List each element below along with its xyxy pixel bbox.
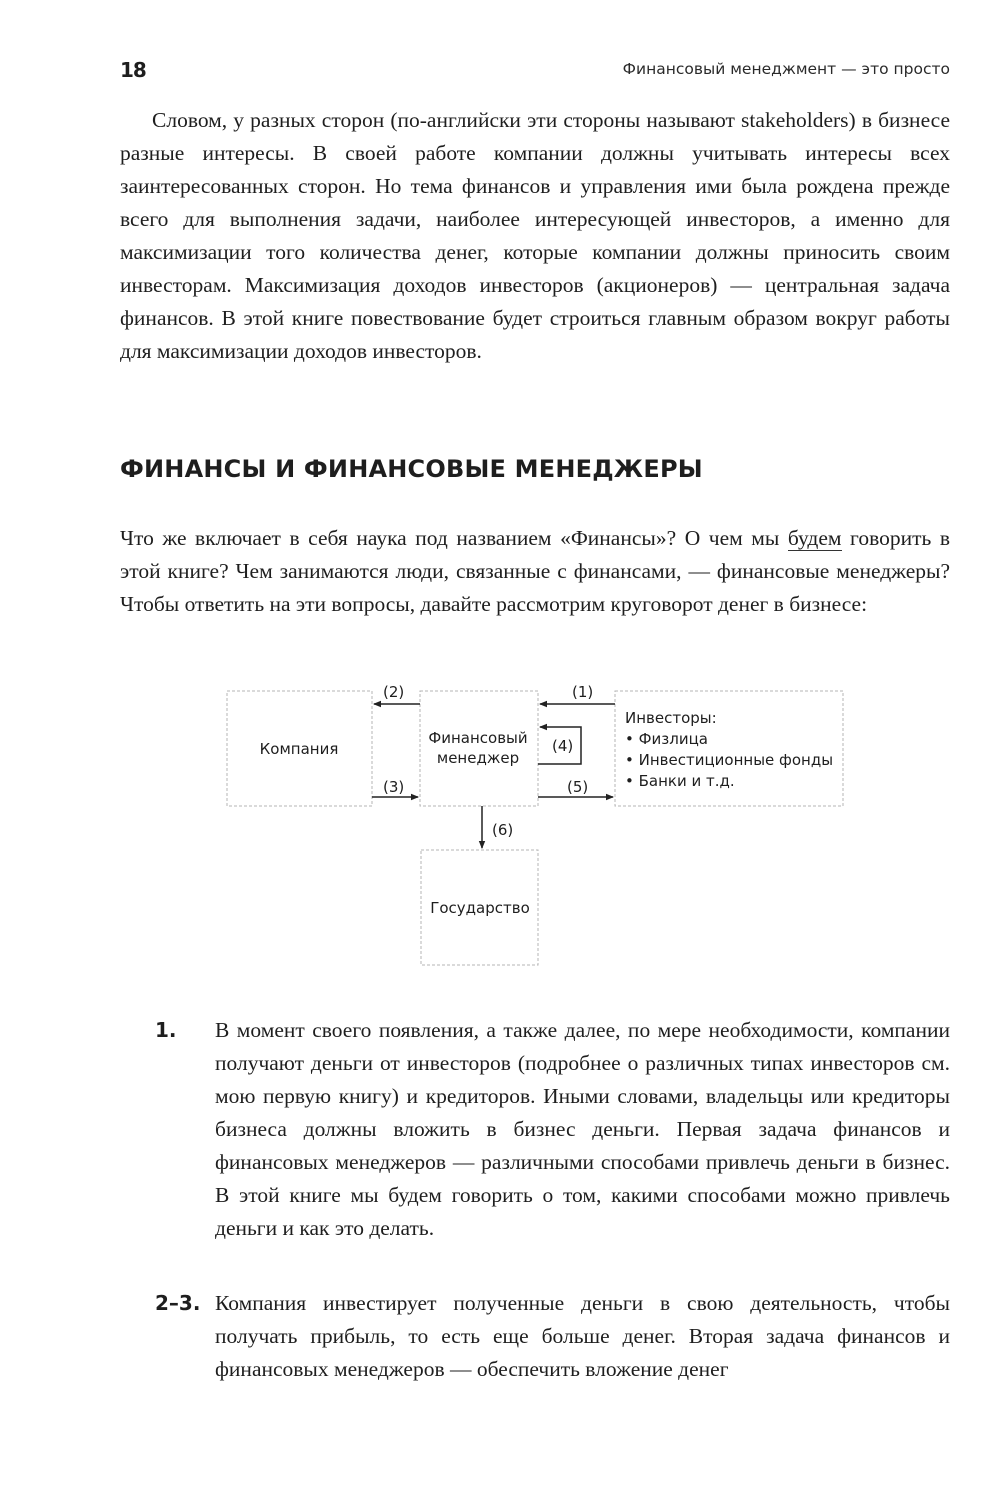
label-1: (1): [572, 683, 594, 701]
intro-paragraph: Словом, у разных сторон (по-английски эти стороны называют stakeholders) в бизнесе разные интересы. В своей работе компании должны учитывать интересы всех заинтересованных сторон. Но тема финансов и управления ими была рождена прежде всего для выполнения задачи, наиболее интересующей инвесторов, а именно для максимизации того количества денег, которые компании должны приносить своим инвесторам. Максимизация доходов инвесторов (акционеров) — центральная задача финансов. В этой книге повествование будет строиться главным образом вокруг работы для максимизации доходов инвесторов.: [120, 108, 950, 363]
state-label: Государство: [430, 899, 530, 917]
manager-label-line1: Финансовый: [428, 729, 528, 747]
underlined-word: будем: [787, 526, 842, 550]
label-4: (4): [552, 737, 574, 755]
label-5: (5): [567, 778, 589, 796]
list-marker: 1.: [155, 1018, 177, 1042]
question-paragraph: [120, 522, 950, 621]
paragraph-text-end: говорить в этой книге? Чем занимаются люди, связанные с финансами, — финансовые менеджеры? Чтобы ответить на эти вопросы, давайте рассмотрим круговорот денег в бизнесе:: [120, 526, 950, 616]
investors-item: • Инвестиционные фонды: [625, 751, 834, 769]
money-flow-diagram: [220, 675, 850, 975]
list-item-text: В момент своего появления, а также далее, по мере необходимости, компании получают деньги от инвесторов (подробнее о различных типах инвесторов см. мою первую книгу) и кредиторов. Иными словами, владельцы или кредиторы бизнеса должны вложить в бизнес деньги. Первая задача финансов и финансовых менеджеров — различными способами привлечь деньги в бизнес. В этой книге мы будем говорить о том, какими способами можно привлечь деньги и как это делать.: [215, 1018, 950, 1240]
page-header: [120, 58, 950, 88]
label-2: (2): [383, 683, 405, 701]
label-6: (6): [492, 821, 514, 839]
list-item-text: Компания инвестирует полученные деньги в свою деятельность, чтобы получать прибыль, то есть еще больше денег. Вторая задача финансов и финансовых менеджеров — обеспечить вложение денег: [215, 1291, 950, 1381]
company-label: Компания: [259, 740, 339, 758]
running-title: Финансовый менеджмент — это просто: [622, 60, 950, 78]
investors-item: • Банки и т.д.: [625, 772, 735, 790]
investors-item: • Физлица: [625, 730, 708, 748]
list-marker: 2–3.: [155, 1291, 201, 1315]
manager-label-line2: менеджер: [436, 749, 520, 767]
page-number: 18: [120, 58, 146, 82]
diagram-svg: [220, 675, 850, 975]
investors-title: Инвесторы:: [625, 709, 717, 727]
section-heading: ФИНАНСЫ И ФИНАНСОВЫЕ МЕНЕДЖЕРЫ: [120, 455, 703, 483]
label-3: (3): [383, 778, 405, 796]
paragraph-text-start: Что же включает в себя наука под названием «Финансы»? О чем мы: [120, 526, 788, 550]
